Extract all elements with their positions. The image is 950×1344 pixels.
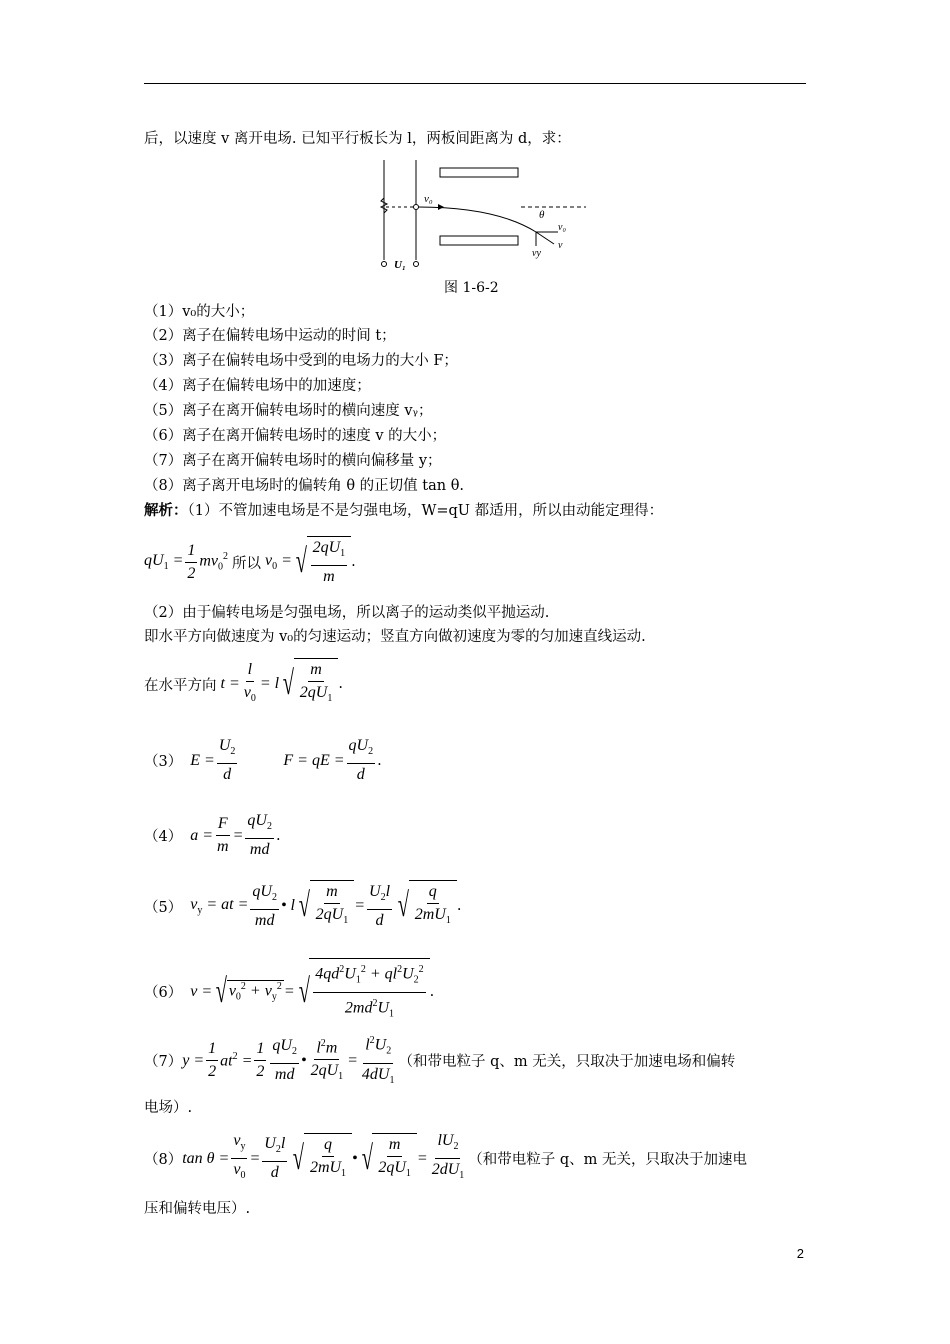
- page-number: 2: [796, 1246, 804, 1261]
- formula-6: （6） v = √ $v_0^2 + v_y^2$ = √ $\frac{4qd^2U_1^2 + ql^2U_2^2}{2md^2U_1}$ .: [144, 958, 434, 1025]
- analysis-step-2a: （2）由于偏转电场是匀强电场，所以离子的运动类似平抛运动.: [144, 605, 550, 621]
- question-6: （6）离子在离开偏转电场时的速度 v 的大小；: [144, 428, 447, 444]
- header-rule: [144, 83, 806, 84]
- formula-7-tail: 电场）.: [144, 1100, 193, 1116]
- analysis-s1: （1）不管加速电场是不是匀强电场，W=qU 都适用，所以由动能定理得：: [187, 503, 664, 519]
- figure-caption: 图 1-6-2: [444, 280, 499, 296]
- label-v0: v₀: [424, 193, 433, 205]
- formula-8-tail: 压和偏转电压）.: [144, 1201, 251, 1217]
- question-1: （1）v₀的大小；: [144, 304, 255, 320]
- intro-text: 后，以速度 v 离开电场. 已知平行板长为 l，两板间距离为 d，求：: [144, 131, 571, 147]
- formula-2: 在水平方向 t = $\frac{l}{v_0}$ = l √ $\frac{m}{2qU_1}$ .: [144, 658, 343, 710]
- analysis-step-1: [144, 502, 663, 520]
- formula-3-num: （3）: [144, 754, 183, 771]
- formula-6-num: （6）: [144, 985, 183, 1002]
- analysis-step-2b: 即水平方向做速度为 v₀的匀速运动；竖直方向做初速度为零的匀加速直线运动.: [144, 629, 646, 645]
- formula-1: $qU_1$ = $\frac{1}{2}$ $mv_0^2$ 所以 $v_0$ = √ $\frac{2qU_1}{m}$ .: [144, 536, 356, 588]
- formula-7-num: （7）: [144, 1054, 183, 1071]
- question-3: （3）离子在偏转电场中受到的电场力的大小 F；: [144, 353, 458, 369]
- formula-8: （8） tan θ = $\frac{v_y}{v_0}$ = $\frac{U_2l}{d}$ √ $\frac{q}{2mU_1}$ • √ $\frac{m}{2qU_1}$ = $\frac{lU_2}{2dU_1}$ （和带电粒子 q、m 无关，只取决于加速电: [144, 1130, 747, 1187]
- question-2: （2）离子在偏转电场中运动的时间 t；: [144, 328, 396, 344]
- formula-2-lead: 在水平方向: [144, 677, 217, 694]
- label-theta: θ: [539, 209, 545, 221]
- question-8: （8）离子离开电场时的偏转角 θ 的正切值 tan θ.: [144, 478, 465, 494]
- formula-7: （7） y = $\frac{1}{2}$ $at^2$ = $\frac{1}{2}$ $\frac{qU_2}{md}$ • $\frac{l^2m}{2qU_1}$ = $\frac{l^2U_2}{4dU_1}$ （和带电粒子 q、m 无关，只取决于加速电场和偏转: [144, 1030, 735, 1092]
- label-v0b: v₀: [558, 222, 566, 233]
- question-7: （7）离子在离开偏转电场时的横向偏移量 y；: [144, 453, 442, 469]
- formula-8-note: （和带电粒子 q、m 无关，只取决于加速电: [468, 1152, 747, 1169]
- label-U1: U₁: [394, 259, 406, 271]
- formula-5: （5） $v_y$ = at = $\frac{qU_2}{md}$ • l √ $\frac{m}{2qU_1}$ = $\frac{U_2l}{d}$ √ $\frac{q}{2mU_1}$ .: [144, 880, 461, 932]
- analysis-label: 解析：: [144, 502, 188, 519]
- formula-5-num: （5）: [144, 899, 183, 916]
- question-5: （5）离子在离开偏转电场时的横向速度 vᵧ；: [144, 403, 433, 419]
- formula-7-note: （和带电粒子 q、m 无关，只取决于加速电场和偏转: [398, 1054, 736, 1071]
- formula-4-num: （4）: [144, 829, 183, 846]
- formula-3: （3） E = $\frac{U_2}{d}$ F = qE = $\frac{qU_2}{d}$ .: [144, 737, 382, 784]
- formula-4: （4） a = $\frac{F}{m}$ = $\frac{qU_2}{md}$ .: [144, 812, 281, 859]
- label-vy: vy: [532, 248, 541, 259]
- figure-deflection: [376, 160, 586, 272]
- label-v: v: [558, 240, 563, 251]
- question-4: （4）离子在偏转电场中的加速度；: [144, 378, 371, 394]
- formula-1-mid: 所以: [232, 555, 262, 572]
- formula-8-num: （8）: [144, 1152, 183, 1169]
